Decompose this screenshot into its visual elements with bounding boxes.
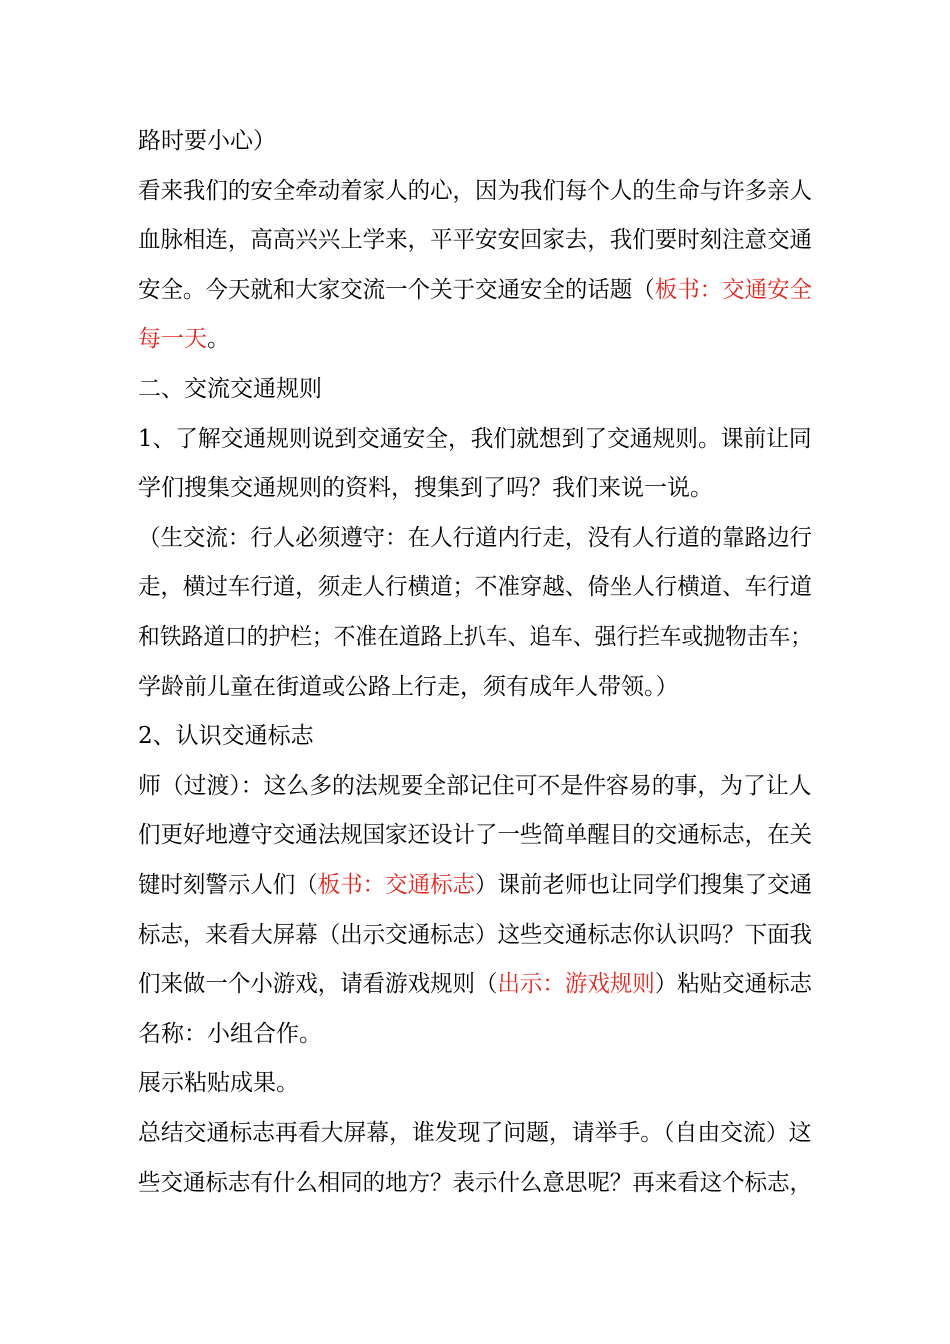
text-line <box>138 126 276 156</box>
text-line <box>138 721 314 751</box>
text-line <box>138 473 713 503</box>
text-line <box>138 374 322 404</box>
text-line <box>138 870 812 900</box>
line-text: 安全。今天就和大家交流一个关于交通安全的话题（ <box>138 276 655 303</box>
line-text: 。 <box>207 326 230 353</box>
line-text: ）粘贴交通标志 <box>654 971 812 998</box>
line-text: 们来做一个小游戏，请看游戏规则（ <box>138 971 498 998</box>
line-text: 二、交流交通规则 <box>138 376 322 402</box>
line-text: 走，横过车行道，须走人行横道；不准穿越、倚坐人行横道、车行道 <box>138 574 812 601</box>
text-line <box>138 324 230 354</box>
line-text: 血脉相连，高高兴兴上学来，平平安安回家去，我们要时刻注意交通 <box>138 227 812 254</box>
line-text: 们更好地遵守交通法规国家还设计了一些简单醒目的交通标志，在关 <box>138 822 812 849</box>
highlighted-text: 每一天 <box>138 326 207 353</box>
line-text: ）课前老师也让同学们搜集了交通 <box>475 872 812 898</box>
text-line <box>138 622 812 652</box>
text-line <box>138 820 812 850</box>
line-text: 学们搜集交通规则的资料，搜集到了吗？我们来说一说。 <box>138 475 713 502</box>
line-text: 看来我们的安全牵动着家人的心，因为我们每个人的生命与许多亲人 <box>138 177 812 204</box>
line-text: 路时要小心） <box>138 128 276 154</box>
highlighted-text: 板书：交通标志 <box>317 872 475 898</box>
text-line <box>138 176 812 206</box>
text-line <box>138 1019 322 1049</box>
line-text: 2、认识交通标志 <box>138 723 314 750</box>
line-text: 标志，来看大屏幕（出示交通标志）这些交通标志你认识吗？下面我 <box>138 921 812 948</box>
text-line <box>138 225 812 255</box>
line-text: （生交流：行人必须遵守：在人行道内行走，没有人行道的靠路边行 <box>138 524 812 551</box>
line-text: 展示粘贴成果。 <box>138 1070 299 1097</box>
text-line <box>138 771 812 801</box>
highlighted-text: 出示：游戏规则 <box>497 971 655 998</box>
text-line <box>138 523 812 553</box>
text-line <box>138 572 812 602</box>
line-text: 键时刻警示人们（ <box>138 872 318 898</box>
text-line <box>138 1168 812 1198</box>
text-line <box>138 275 812 305</box>
highlighted-text: 板书：交通安全 <box>654 276 812 303</box>
line-text: 学龄前儿童在街道或公路上行走，须有成年人带领。） <box>138 673 679 700</box>
text-line <box>138 1068 299 1098</box>
line-text: 总结交通标志再看大屏幕，谁发现了问题，请举手。（自由交流）这 <box>138 1120 812 1146</box>
line-text: 1、了解交通规则说到交通安全，我们就想到了交通规则。课前让同 <box>138 425 812 452</box>
text-line <box>138 672 679 702</box>
text-line <box>138 424 812 454</box>
text-line <box>138 1118 812 1148</box>
line-text: 师（过渡）：这么多的法规要全部记住可不是件容易的事，为了让人 <box>138 772 812 799</box>
line-text: 和铁路道口的护栏；不准在道路上扒车、追车、强行拦车或抛物击车； <box>138 624 812 650</box>
text-line <box>138 969 812 999</box>
line-text: 名称：小组合作。 <box>138 1020 322 1047</box>
line-text: 些交通标志有什么相同的地方？表示什么意思呢？再来看这个标志， <box>138 1169 812 1196</box>
text-line <box>138 920 812 950</box>
